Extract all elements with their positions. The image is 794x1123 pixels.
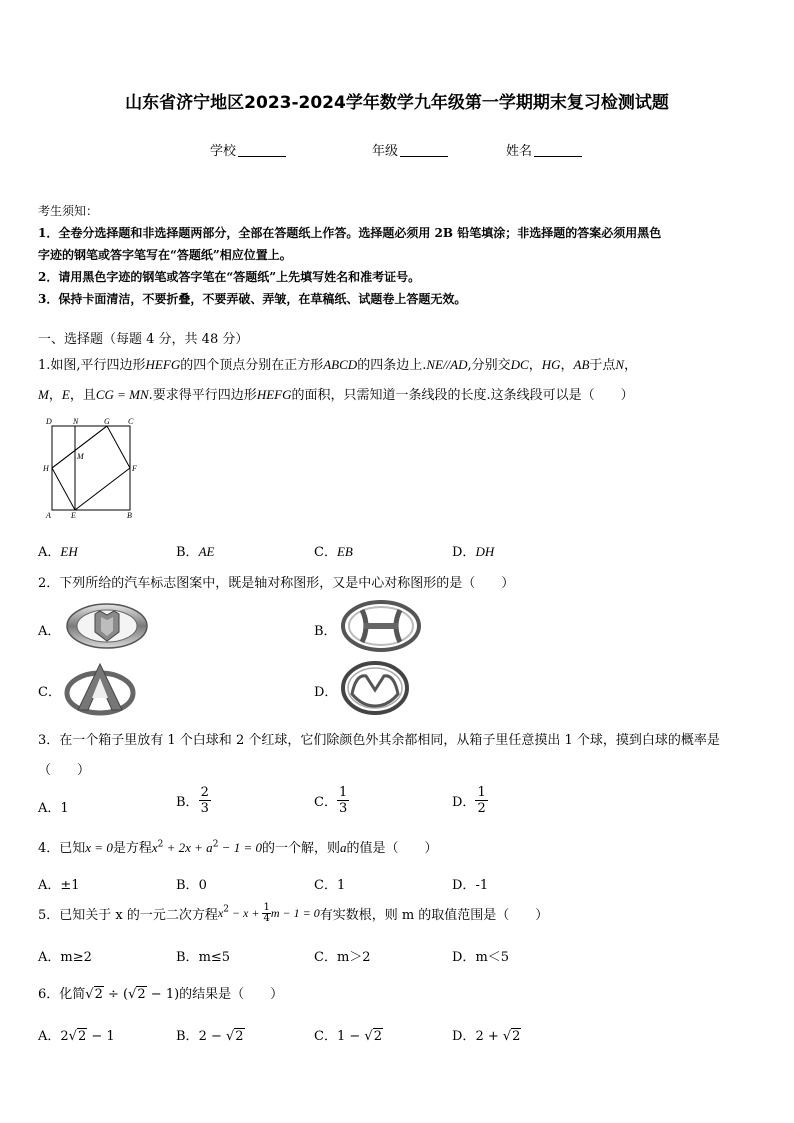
notice-item-2: 2．请用黑色字迹的钢笔或答字笔在“答题纸”上先填写姓名和准考证号。 xyxy=(38,270,421,284)
notice-heading: 考生须知： xyxy=(38,204,99,218)
q1-option-d[interactable]: D．DH xyxy=(452,544,495,560)
q3-option-d[interactable]: D． $\frac{1}{2}$ xyxy=(452,785,486,816)
school-label: 学校 xyxy=(210,144,237,159)
hino-logo-icon[interactable] xyxy=(340,599,422,653)
q1-line2: M，E，且CG = MN.要求得平行四边形HEFG的面积，只需知道一条线段的长度.这条线段可以是（ ） xyxy=(38,387,634,403)
q3-text-2: （ ） xyxy=(38,763,91,778)
notice-item-1-cont: 字迹的钢笔或答字笔写在“答题纸”相应位置上。 xyxy=(38,248,292,262)
notice-block xyxy=(38,200,661,310)
q5-option-c[interactable]: C．m＞2 xyxy=(314,950,371,965)
q2-text: 2．下列所给的汽车标志图案中，既是轴对称图形，又是中心对称图形的是（ ） xyxy=(38,576,515,591)
q4-option-c[interactable]: C．1 xyxy=(314,878,346,893)
label-m: M xyxy=(77,452,84,461)
q5-text: 5．已知关于 x 的一元二次方程$x^2 - x$ + $\frac{1}{4}$ m − 1 = 0有实数根，则 m 的取值范围是（ ） xyxy=(38,902,549,924)
notice-item-1: 1．全卷分选择题和非选择题两部分，全部在答题纸上作答。选择题必须用 2B 铅笔填涂；非选择题的答案必须用黑色 xyxy=(38,226,662,240)
changan-logo-icon[interactable] xyxy=(64,660,136,718)
q6-option-d[interactable]: D．2 + √2 xyxy=(452,1029,521,1044)
q2-option-d-label[interactable]: D． xyxy=(314,685,338,700)
q4-option-b[interactable]: B．0 xyxy=(176,878,207,893)
page-title: 山东省济宁地区2023-2024学年数学九年级第一学期期末复习检测试题 xyxy=(125,93,669,113)
label-h: H xyxy=(43,464,49,473)
q3-option-b[interactable]: B． $\frac{2}{3}$ xyxy=(176,785,209,816)
q6-option-b[interactable]: B．2 − √2 xyxy=(176,1029,244,1044)
q3-option-a[interactable]: A．1 xyxy=(38,801,69,816)
label-d: D xyxy=(46,417,52,426)
grade-field[interactable] xyxy=(372,140,448,159)
notice-item-3: 3．保持卡面清洁，不要折叠，不要弄破、弄皱，在草稿纸、试题卷上答题无效。 xyxy=(38,292,467,306)
q1-figure xyxy=(40,412,150,524)
q1-line1: 1.如图,平行四边形HEFG的四个顶点分别在正方形ABCD的四条边上.NE//AD,分别交DC，HG，AB于点N， xyxy=(38,357,638,373)
q3-option-c[interactable]: C． $\frac{1}{3}$ xyxy=(314,785,348,816)
q2-option-a-label[interactable]: A． xyxy=(38,624,61,639)
q3-text-1: 3．在一个箱子里放有 1 个白球和 2 个红球，它们除颜色外其余都相同，从箱子里任意摸出 1 个球，摸到白球的概率是 xyxy=(38,733,720,748)
grade-blank[interactable] xyxy=(400,144,448,157)
q1-option-c[interactable]: C．EB xyxy=(314,544,353,560)
q4-option-a[interactable]: A．±1 xyxy=(38,878,80,893)
q1-option-a[interactable]: A．EH xyxy=(38,544,78,560)
q5-option-b[interactable]: B．m≤5 xyxy=(176,950,231,965)
segment-hg xyxy=(52,426,107,468)
q4-text: 4．已知x = 0是方程$x^2 + 2x + a^2 - 1 = 0$的一个解，则a的值是（ ） xyxy=(38,839,438,856)
q4-option-d[interactable]: D．-1 xyxy=(452,878,489,893)
label-c: C xyxy=(128,417,134,426)
q1-option-b[interactable]: B．AE xyxy=(176,544,215,560)
label-f: F xyxy=(132,464,137,473)
name-blank[interactable] xyxy=(534,144,582,157)
name-label: 姓名 xyxy=(506,144,533,159)
school-blank[interactable] xyxy=(238,144,286,157)
q2-option-c-label[interactable]: C． xyxy=(38,685,61,700)
school-field[interactable] xyxy=(210,140,286,159)
q6-text: 6．化简√2 ÷ (√2 − 1)的结果是（ ） xyxy=(38,987,284,1002)
section-heading: 一、选择题（每题 4 分，共 48 分） xyxy=(38,332,249,347)
q5-option-a[interactable]: A．m≥2 xyxy=(38,950,92,965)
q6-option-c[interactable]: C．1 − √2 xyxy=(314,1029,382,1044)
q6-option-a[interactable]: A．2√2 − 1 xyxy=(38,1029,115,1044)
label-a: A xyxy=(46,511,51,520)
q5-option-d[interactable]: D．m＜5 xyxy=(452,950,510,965)
label-g: G xyxy=(104,417,110,426)
grade-label: 年级 xyxy=(372,144,399,159)
label-e: E xyxy=(71,511,76,520)
label-n: N xyxy=(73,417,79,426)
q2-option-b-label[interactable]: B． xyxy=(314,624,337,639)
mazda-logo-icon[interactable] xyxy=(340,660,410,716)
great-wall-logo-icon[interactable] xyxy=(64,601,150,651)
label-b: B xyxy=(127,511,132,520)
name-field[interactable] xyxy=(506,140,582,159)
